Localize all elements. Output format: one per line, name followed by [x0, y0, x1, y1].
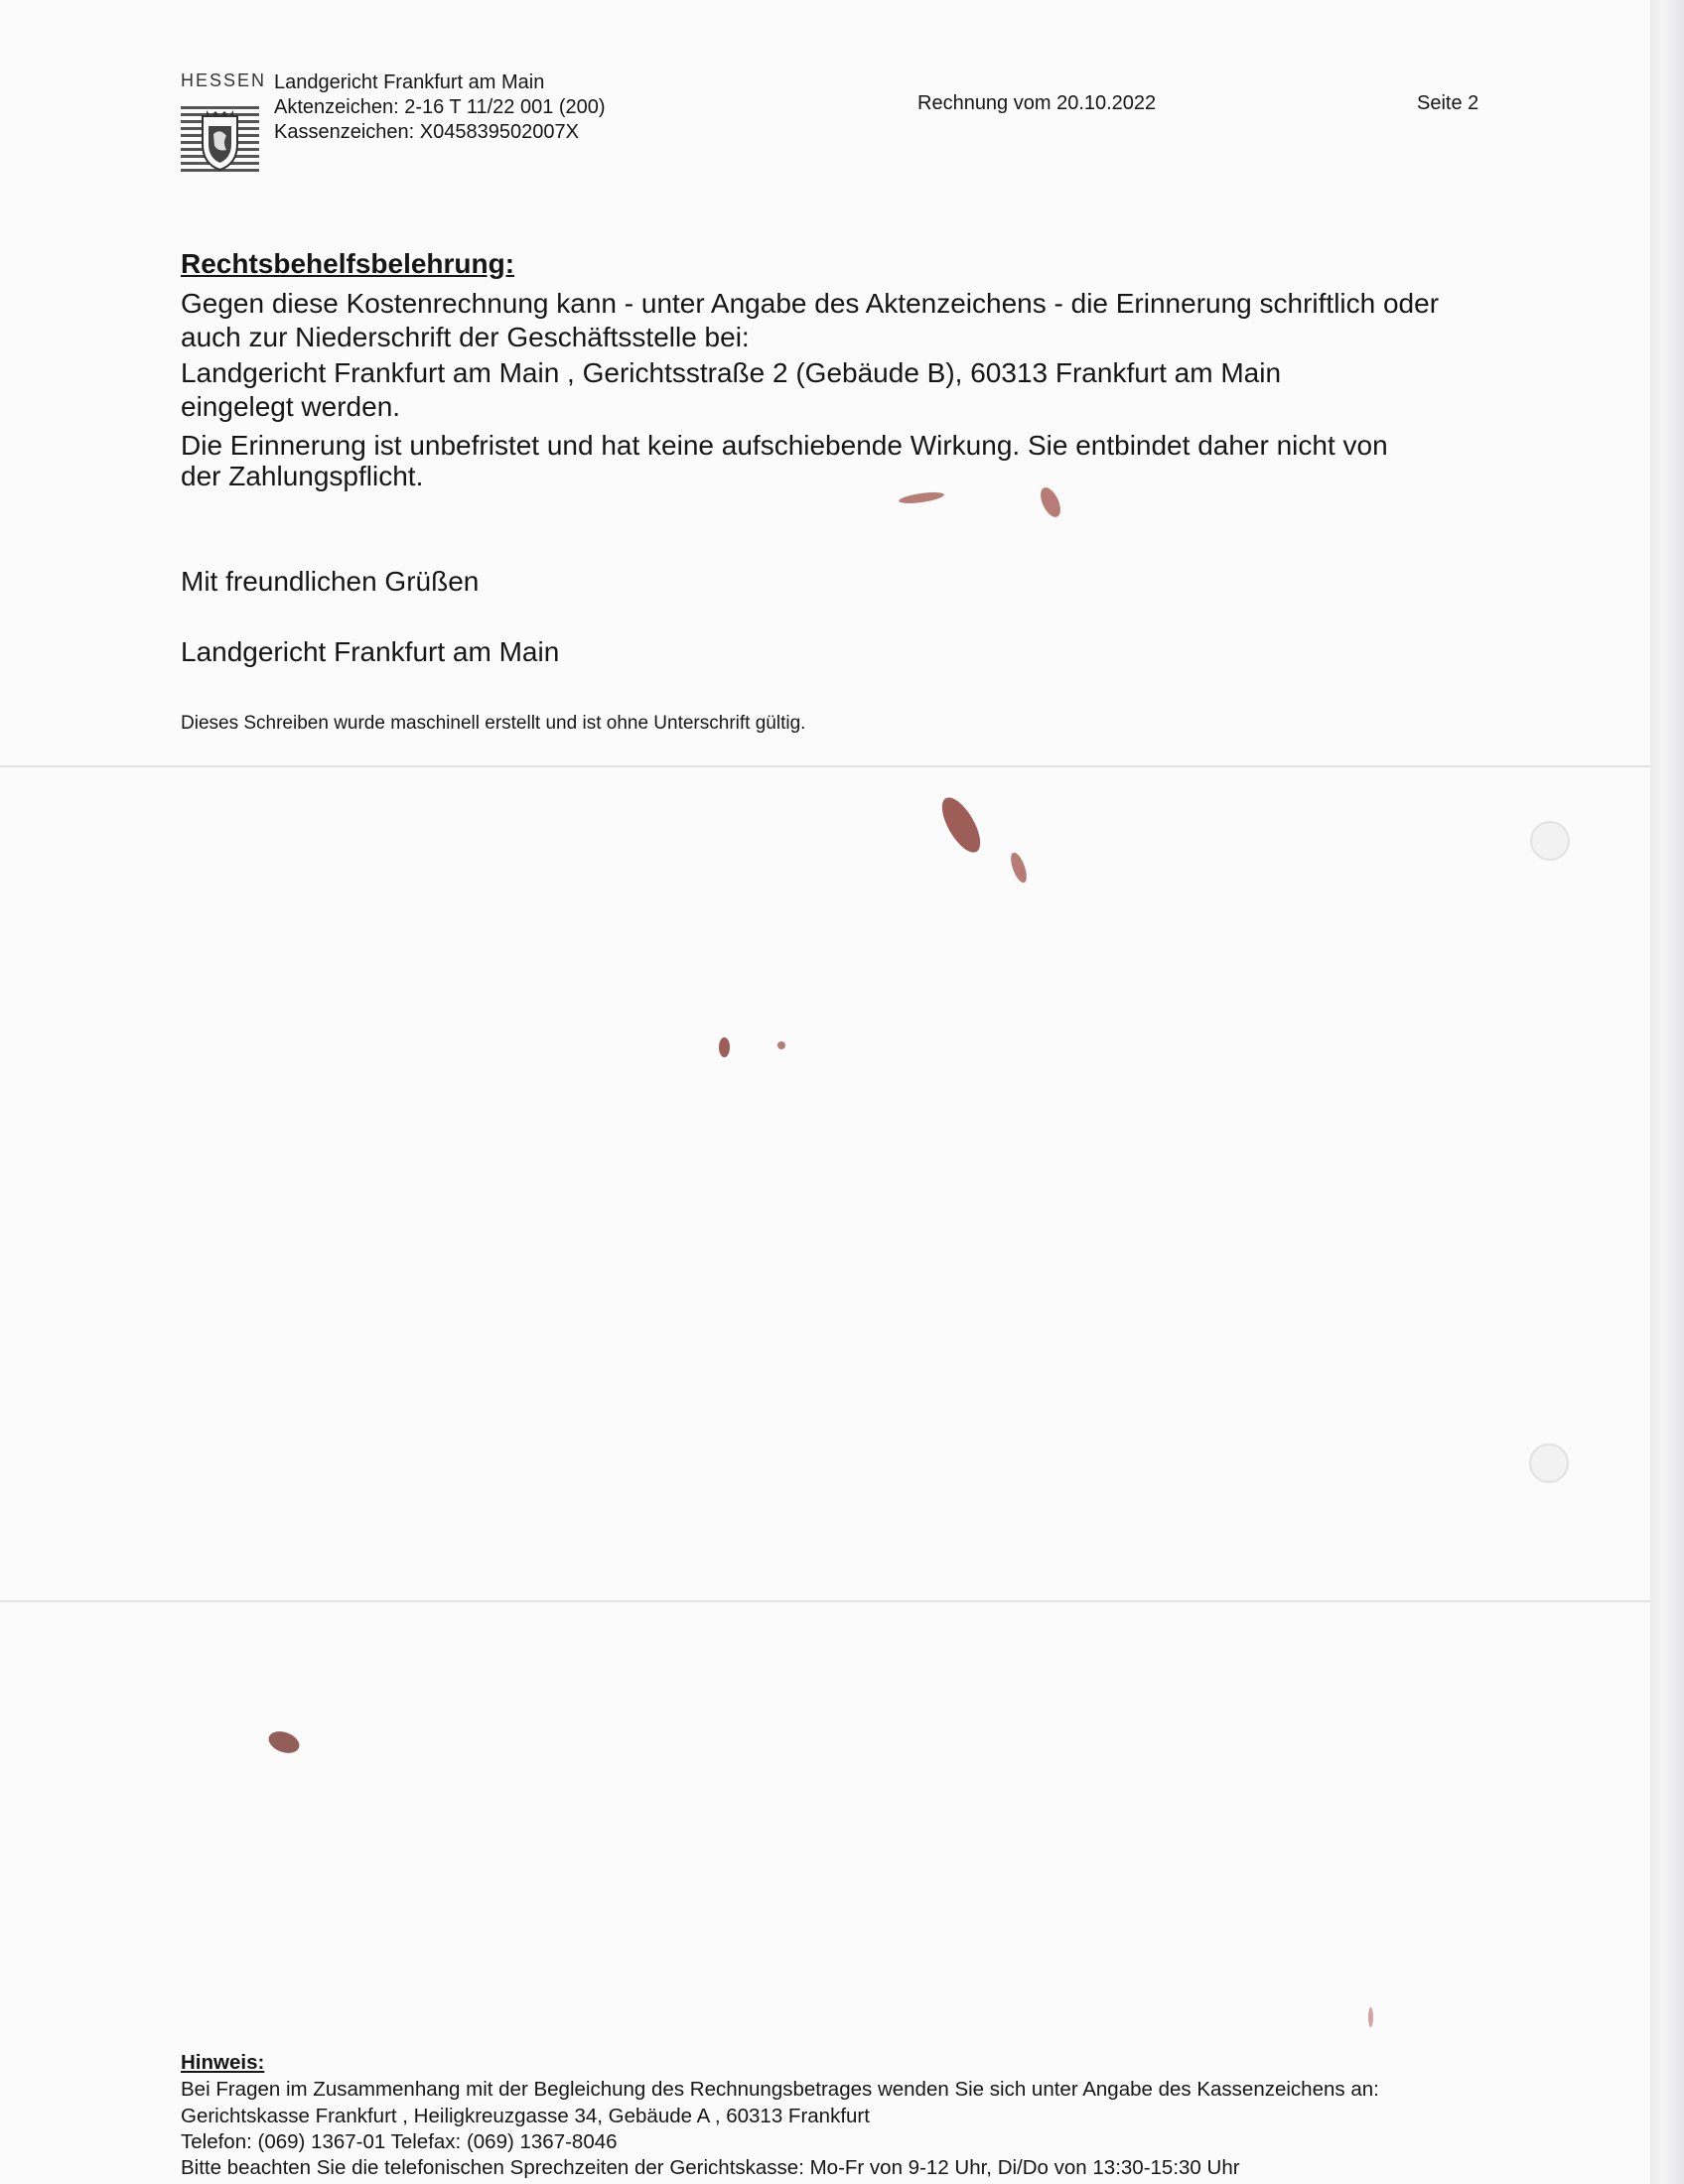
- punch-hole: [1530, 821, 1570, 861]
- signature-organization: Landgericht Frankfurt am Main: [181, 636, 560, 667]
- hint-line: Gerichtskasse Frankfurt , Heiligkreuzgasse 34, Gebäude A , 60313 Frankfurt: [181, 2105, 870, 2127]
- legal-notice-line: der Zahlungspflicht.: [181, 461, 424, 491]
- court-name: Landgericht Frankfurt am Main: [274, 71, 545, 93]
- stain: [934, 792, 988, 859]
- legal-notice-line: Gegen diese Kostenrechnung kann - unter Angabe des Aktenzeichens - die Erinnerung schriftlich oder: [181, 288, 1440, 319]
- fold-line: [0, 1600, 1650, 1602]
- invoice-date: Rechnung vom 20.10.2022: [917, 92, 1157, 114]
- hessen-brand: HESSEN: [181, 70, 267, 90]
- legal-notice-line: auch zur Niederschrift der Geschäftsstelle bei:: [181, 322, 750, 352]
- hint-heading: Hinweis:: [181, 2051, 265, 2074]
- stain: [266, 1727, 303, 1757]
- stain: [1037, 484, 1064, 520]
- page-number: Seite 2: [1417, 92, 1479, 114]
- stain: [719, 1037, 730, 1057]
- fold-line: [0, 765, 1650, 767]
- stain: [1368, 2007, 1373, 2027]
- stain: [1008, 851, 1030, 885]
- page-edge: [1650, 0, 1684, 2184]
- hint-line: Telefon: (069) 1367-01 Telefax: (069) 1367-8046: [181, 2130, 618, 2153]
- legal-notice-heading: Rechtsbehelfsbelehrung:: [181, 248, 515, 279]
- hint-line: Bei Fragen im Zusammenhang mit der Begleichung des Rechnungsbetrages wenden Sie sich unter Angabe des Kassenzeichens an:: [181, 2078, 1379, 2101]
- legal-notice-line: Die Erinnerung ist unbefristet und hat keine aufschiebende Wirkung. Sie entbindet daher nicht von: [181, 430, 1388, 461]
- cash-reference: Kassenzeichen: X045839502007X: [274, 121, 579, 143]
- coat-of-arms-icon: [181, 106, 259, 176]
- file-reference: Aktenzeichen: 2-16 T 11/22 001 (200): [274, 96, 606, 118]
- greeting: Mit freundlichen Grüßen: [181, 566, 480, 597]
- punch-hole: [1529, 1443, 1569, 1483]
- machine-generated-note: Dieses Schreiben wurde maschinell erstellt und ist ohne Unterschrift gültig.: [181, 713, 806, 734]
- hint-line: Bitte beachten Sie die telefonischen Sprechzeiten der Gerichtskasse: Mo-Fr von 9-12 Uhr, Di/Do von 13:30-15:30 Uhr: [181, 2156, 1240, 2179]
- stain: [777, 1041, 785, 1049]
- stain: [899, 490, 945, 505]
- legal-notice-line: Landgericht Frankfurt am Main , Gerichtsstraße 2 (Gebäude B), 60313 Frankfurt am Main: [181, 357, 1282, 388]
- legal-notice-line: eingelegt werden.: [181, 391, 401, 422]
